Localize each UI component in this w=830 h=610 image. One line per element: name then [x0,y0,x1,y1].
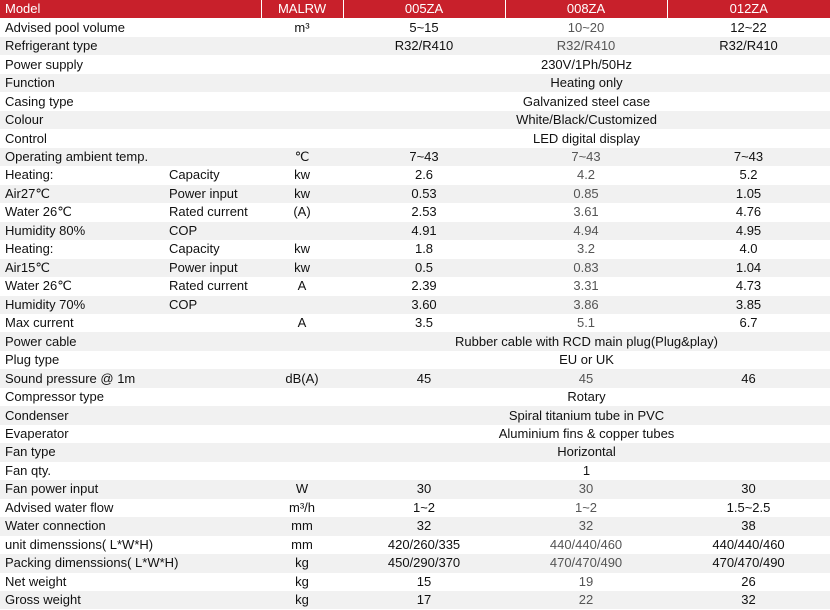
value-cell: 30 [667,480,830,498]
unit-cell [261,351,343,369]
value-cell: 1.05 [667,185,830,203]
unit-cell [261,37,343,55]
parameter-label: Power input [164,259,261,277]
spanned-value-cell: Aluminium fins & copper tubes [343,425,830,443]
value-cell: R32/R410 [505,37,667,55]
spanned-value-cell: LED digital display [343,129,830,147]
table-row [0,314,830,332]
value-cell: 7~43 [667,148,830,166]
value-cell: 1.04 [667,259,830,277]
value-cell: 3.2 [505,240,667,258]
unit-cell: kw [261,259,343,277]
table-row [0,74,830,92]
table-row [0,443,830,461]
unit-cell: dB(A) [261,369,343,387]
unit-cell [261,388,343,406]
parameter-label: Colour [0,111,261,129]
unit-cell [261,332,343,350]
value-cell: 4.94 [505,222,667,240]
header-row [0,0,830,18]
table-row [0,573,830,591]
unit-cell: W [261,480,343,498]
value-cell: 5.2 [667,166,830,184]
parameter-label: Power input [164,185,261,203]
value-cell: 15 [343,573,505,591]
parameter-label: Evaperator [0,425,261,443]
value-cell: 17 [343,591,505,609]
model-column-header: 008ZA [505,0,667,18]
value-cell: 12~22 [667,18,830,36]
value-cell: 32 [667,591,830,609]
value-cell: 4.2 [505,166,667,184]
unit-cell: kw [261,240,343,258]
parameter-label: Advised pool volume [0,18,261,36]
unit-cell: (A) [261,203,343,221]
condition-label: Heating: [0,166,164,184]
value-cell: 1.5~2.5 [667,499,830,517]
value-cell: 6.7 [667,314,830,332]
value-cell: 3.60 [343,296,505,314]
unit-cell [261,111,343,129]
condition-label: Heating: [0,240,164,258]
value-cell: 3.31 [505,277,667,295]
unit-cell: ℃ [261,148,343,166]
table-row [0,388,830,406]
parameter-label: Sound pressure @ 1m [0,369,261,387]
parameter-label: Net weight [0,573,261,591]
table-row [0,536,830,554]
condition-label: Water 26℃ [0,277,164,295]
unit-cell [261,406,343,424]
value-cell: 1~2 [505,499,667,517]
parameter-label: Fan qty. [0,462,261,480]
spanned-value-cell: Horizontal [343,443,830,461]
unit-cell [261,222,343,240]
value-cell: 30 [505,480,667,498]
spanned-value-cell: Rotary [343,388,830,406]
value-cell: 45 [343,369,505,387]
table-row [0,240,830,258]
unit-cell [261,129,343,147]
model-column-header: 005ZA [343,0,505,18]
parameter-label: Rated current [164,277,261,295]
value-cell: 26 [667,573,830,591]
value-cell: 0.83 [505,259,667,277]
parameter-label: Advised water flow [0,499,261,517]
value-cell: 440/440/460 [505,536,667,554]
parameter-label: COP [164,296,261,314]
condition-label: Water 26℃ [0,203,164,221]
parameter-label: unit dimenssions( L*W*H) [0,536,261,554]
table-row [0,499,830,517]
value-cell: 0.53 [343,185,505,203]
value-cell: 470/470/490 [667,554,830,572]
unit-cell [261,425,343,443]
value-cell: 4.76 [667,203,830,221]
value-cell: 470/470/490 [505,554,667,572]
value-cell: 7~43 [343,148,505,166]
unit-cell: A [261,277,343,295]
table-row [0,18,830,36]
spanned-value-cell: EU or UK [343,351,830,369]
parameter-label: Fan type [0,443,261,461]
spanned-value-cell: Heating only [343,74,830,92]
table-row [0,185,830,203]
parameter-label: Capacity [164,240,261,258]
parameter-label: Gross weight [0,591,261,609]
unit-cell [261,462,343,480]
value-cell: 0.5 [343,259,505,277]
unit-cell [261,55,343,73]
value-cell: 32 [343,517,505,535]
table-row [0,517,830,535]
value-cell: 4.95 [667,222,830,240]
parameter-label: Control [0,129,261,147]
table-row [0,554,830,572]
condition-label: Humidity 70% [0,296,164,314]
value-cell: 4.73 [667,277,830,295]
unit-cell [261,443,343,461]
value-cell: 46 [667,369,830,387]
parameter-label: Capacity [164,166,261,184]
spanned-value-cell: 230V/1Ph/50Hz [343,55,830,73]
unit-cell: kw [261,166,343,184]
unit-cell: m³/h [261,499,343,517]
value-cell: 10~20 [505,18,667,36]
value-cell: 30 [343,480,505,498]
unit-cell: kg [261,591,343,609]
parameter-label: Condenser [0,406,261,424]
unit-cell: mm [261,517,343,535]
parameter-label: Fan power input [0,480,261,498]
value-cell: 38 [667,517,830,535]
model-column-header: 012ZA [667,0,830,18]
value-cell: 2.39 [343,277,505,295]
unit-cell: kw [261,185,343,203]
value-cell: 5.1 [505,314,667,332]
unit-cell [261,296,343,314]
table-row [0,55,830,73]
parameter-label: Operating ambient temp. [0,148,261,166]
table-row [0,406,830,424]
table-row [0,425,830,443]
spec-table-body [0,18,830,609]
parameter-label: Rated current [164,203,261,221]
parameter-label: Refrigerant type [0,37,261,55]
parameter-label: Function [0,74,261,92]
value-cell: 1~2 [343,499,505,517]
table-row [0,591,830,609]
table-row [0,203,830,221]
parameter-label: Casing type [0,92,261,110]
spec-table-header [0,0,830,18]
value-cell: 19 [505,573,667,591]
value-cell: 0.85 [505,185,667,203]
parameter-label: Max current [0,314,261,332]
spanned-value-cell: 1 [343,462,830,480]
value-cell: 5~15 [343,18,505,36]
table-row [0,462,830,480]
value-cell: 32 [505,517,667,535]
value-cell: R32/R410 [667,37,830,55]
table-row [0,166,830,184]
table-row [0,37,830,55]
malrw-header: MALRW [261,0,343,18]
value-cell: 2.53 [343,203,505,221]
table-row [0,296,830,314]
value-cell: 22 [505,591,667,609]
parameter-label: COP [164,222,261,240]
parameter-label: Power cable [0,332,261,350]
unit-cell: kg [261,554,343,572]
table-row [0,480,830,498]
condition-label: Air27℃ [0,185,164,203]
value-cell: 450/290/370 [343,554,505,572]
parameter-label: Plug type [0,351,261,369]
parameter-label: Power supply [0,55,261,73]
table-row [0,222,830,240]
spanned-value-cell: Galvanized steel case [343,92,830,110]
parameter-label: Water connection [0,517,261,535]
condition-label: Air15℃ [0,259,164,277]
table-row [0,351,830,369]
table-row [0,92,830,110]
unit-cell [261,74,343,92]
value-cell: 420/260/335 [343,536,505,554]
spanned-value-cell: Rubber cable with RCD main plug(Plug&play) [343,332,830,350]
spanned-value-cell: White/Black/Customized [343,111,830,129]
value-cell: 2.6 [343,166,505,184]
model-header: Model [0,0,261,18]
table-row [0,129,830,147]
value-cell: 4.0 [667,240,830,258]
unit-cell: kg [261,573,343,591]
table-row [0,369,830,387]
condition-label: Humidity 80% [0,222,164,240]
value-cell: 7~43 [505,148,667,166]
value-cell: 1.8 [343,240,505,258]
table-row [0,277,830,295]
unit-cell: m³ [261,18,343,36]
table-row [0,148,830,166]
value-cell: 3.86 [505,296,667,314]
unit-cell: A [261,314,343,332]
table-row [0,259,830,277]
value-cell: R32/R410 [343,37,505,55]
value-cell: 440/440/460 [667,536,830,554]
table-row [0,111,830,129]
value-cell: 4.91 [343,222,505,240]
parameter-label: Compressor type [0,388,261,406]
value-cell: 3.85 [667,296,830,314]
unit-cell [261,92,343,110]
unit-cell: mm [261,536,343,554]
table-row [0,332,830,350]
spanned-value-cell: Spiral titanium tube in PVC [343,406,830,424]
parameter-label: Packing dimenssions( L*W*H) [0,554,261,572]
value-cell: 3.5 [343,314,505,332]
value-cell: 45 [505,369,667,387]
value-cell: 3.61 [505,203,667,221]
